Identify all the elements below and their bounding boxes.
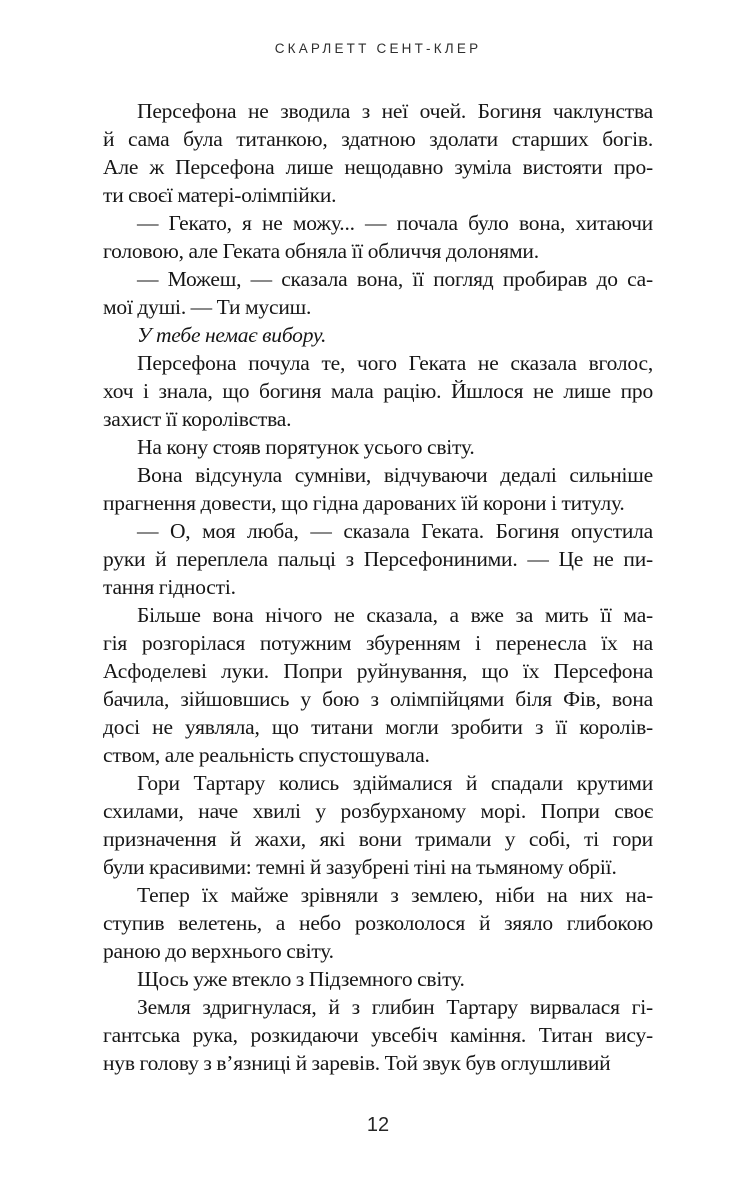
text-line: тання гідності. [103,575,236,599]
paragraph [103,321,653,349]
text-line: раною до верхнього світу. [103,939,334,963]
text-line: гія розгорілася потужним збуренням і перенесла їх на [103,631,653,655]
text-line: гантська рука, розкидаючи увсебіч каміння. Титан вису- [103,1023,653,1047]
text-line: мої душі. — Ти мусиш. [103,295,312,319]
text-line: Тепер їх майже зрівняли з землею, ніби на них на- [137,883,653,907]
text-line: захист її королівства. [103,407,292,431]
text-line: Вона відсунула сумніви, відчуваючи дедалі сильніше [137,463,653,487]
paragraph [103,97,653,209]
text-line: бачила, зійшовшись у бою з олімпійцями біля Фів, вона [103,687,653,711]
text-line: призначення й жахи, які вони тримали у собі, ті гори [103,827,653,851]
text-line: досі не уявляла, що титани могли зробити з її королів- [103,715,653,739]
text-line: схилами, наче хвилі у розбурханому морі. Попри своє [103,799,653,823]
text-line: руки й переплела пальці з Персефониними. — Це не пи- [103,547,653,571]
text-line: У тебе немає вибору. [137,323,327,347]
text-line: — Можеш, — сказала вона, її погляд пробирав до са- [137,267,653,291]
text-line: — О, моя люба, — сказала Геката. Богиня опустила [137,519,653,543]
text-line: головою, але Геката обняла її обличчя долонями. [103,239,539,263]
text-line: Більше вона нічого не сказала, а вже за мить її ма- [137,603,653,627]
text-line: Щось уже втекло з Підземного світу. [137,967,465,991]
paragraph [103,881,653,965]
text-line: були красивими: темні й зазубрені тіні на тьмяному обрії. [103,855,617,879]
text-line: прагнення довести, що гідна дарованих їй корони і титулу. [103,491,625,515]
body-text-block [103,97,653,1077]
paragraph [103,265,653,321]
paragraph [103,349,653,433]
text-line: хоч і знала, що богиня мала рацію. Йшлося не лише про [103,379,653,403]
text-line: Гори Тартару колись здіймалися й спадали крутими [137,771,653,795]
page-number: 12 [366,1114,390,1136]
text-line: — Гекато, я не можу... — почала було вона, хитаючи [137,211,653,235]
text-line: Персефона почула те, чого Геката не сказала вголос, [137,351,653,375]
running-header: СКАРЛЕТТ СЕНТ-КЛЕР [274,41,482,56]
paragraph [103,769,653,881]
text-line: Земля здригнулася, й з глибин Тартару вирвалася гі- [137,995,653,1019]
paragraph [103,461,653,517]
paragraph [103,993,653,1077]
text-line: ством, але реальність спустошувала. [103,743,430,767]
text-line: ти своєї матері-олімпійки. [103,183,337,207]
text-line: На кону стояв порятунок усього світу. [137,435,475,459]
text-line: Але ж Персефона лише нещодавно зуміла вистояти про- [103,155,653,179]
text-line: нув голову з в’язниці й заревів. Той звук був оглушливий [103,1051,611,1075]
paragraph [103,209,653,265]
paragraph [103,601,653,769]
text-line: Асфоделеві луки. Попри руйнування, що їх Персефона [103,659,653,683]
paragraph [103,517,653,601]
text-line: Персефона не зводила з неї очей. Богиня чаклунства [137,99,653,123]
paragraph [103,433,653,461]
text-line: й сама була титанкою, здатною здолати старших богів. [103,127,653,151]
paragraph [103,965,653,993]
text-line: ступив велетень, а небо розкололося й зяяло глибокою [103,911,653,935]
